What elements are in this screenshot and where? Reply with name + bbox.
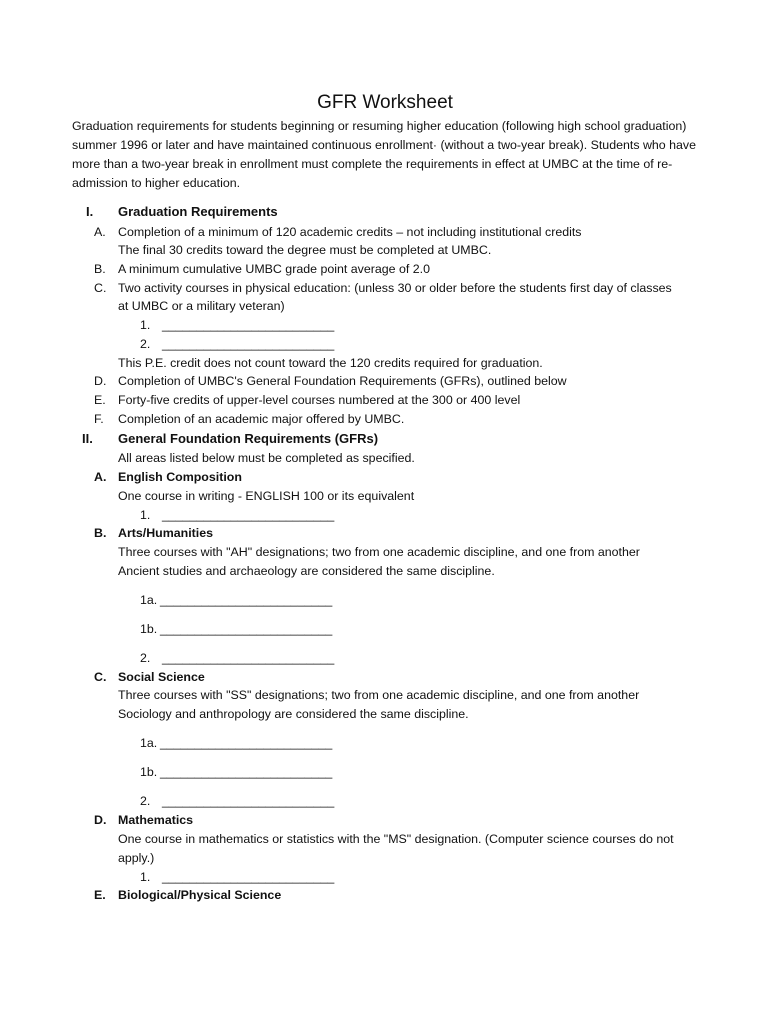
area-letter-d: D. [94,813,107,827]
social-number-1a: 1a. [140,736,158,750]
arts-number-2: 2. [140,651,151,665]
pe-number-2: 2. [140,337,151,351]
area-letter-a: A. [94,470,107,484]
area-text-math-1: One course in mathematics or statistics with the "MS" designation. (Computer science courses do not [118,832,674,846]
area-letter-e: E. [94,888,106,902]
area-letter-c: C. [94,670,107,684]
area-text-social-2: Sociology and anthropology are considered the same discipline. [118,707,469,721]
area-heading-science: Biological/Physical Science [118,888,282,902]
section-numeral-1: I. [86,204,94,219]
pe-number-1: 1. [140,318,151,332]
area-heading-social: Social Science [118,670,205,684]
social-course-2-blank[interactable]: _________________________ [162,794,335,808]
item-letter-b: B. [94,262,106,276]
pe-course-2-blank[interactable]: _________________________ [162,337,335,351]
item-text-c2: at UMBC or a military veteran) [118,299,285,313]
social-course-1a-blank[interactable]: _________________________ [160,736,333,750]
arts-number-1b: 1b. [140,622,158,636]
social-number-2: 2. [140,794,151,808]
item-text-b: A minimum cumulative UMBC grade point average of 2.0 [118,262,430,276]
item-text-e: Forty-five credits of upper-level courses numbered at the 300 or 400 level [118,393,521,407]
pe-note: This P.E. credit does not count toward the 120 credits required for graduation. [118,356,543,370]
item-text-a2: The final 30 credits toward the degree must be completed at UMBC. [118,243,492,257]
item-letter-f: F. [94,412,104,426]
area-letter-b: B. [94,526,107,540]
item-letter-d: D. [94,374,107,388]
section-subtitle-gfr: All areas listed below must be completed as specified. [118,451,415,465]
area-heading-arts: Arts/Humanities [118,526,214,540]
arts-course-1a-blank[interactable]: _________________________ [160,593,333,607]
area-heading-english: English Composition [118,470,242,484]
social-number-1b: 1b. [140,765,158,779]
area-text-social-1: Three courses with "SS" designations; two from one academic discipline, and one from another [118,688,640,702]
item-text-c1: Two activity courses in physical education: (unless 30 or older before the students first day of classes [118,281,672,295]
area-heading-math: Mathematics [118,813,194,827]
area-text-math-2: apply.) [118,851,155,865]
area-text-english: One course in writing - ENGLISH 100 or its equivalent [118,489,415,503]
social-course-1b-blank[interactable]: _________________________ [160,765,333,779]
intro-paragraph: Graduation requirements for students beginning or resuming higher education (following high school graduation) summer 1996 or later and have maintained continuous enrollment· (without a two-year break). Students who have more than a two-year break in enrollment must complete the requirements in effect at UMBC at the time of re-admission to higher education. [72,119,696,190]
item-letter-c: C. [94,281,107,295]
item-text-d: Completion of UMBC's General Foundation Requirements (GFRs), outlined below [118,374,567,388]
section-heading-graduation: Graduation Requirements [118,204,278,219]
item-text-a1: Completion of a minimum of 120 academic credits – not including institutional credits [118,225,582,239]
page-title: GFR Worksheet [317,92,453,113]
area-text-arts-1: Three courses with "AH" designations; two from one academic discipline, and one from another [118,545,640,559]
section-heading-gfr: General Foundation Requirements (GFRs) [118,431,379,446]
item-letter-a: A. [94,225,106,239]
arts-number-1a: 1a. [140,593,158,607]
arts-course-2-blank[interactable]: _________________________ [162,651,335,665]
math-number-1: 1. [140,870,151,884]
english-number-1: 1. [140,508,151,522]
arts-course-1b-blank[interactable]: _________________________ [160,622,333,636]
area-text-arts-2: Ancient studies and archaeology are considered the same discipline. [118,564,495,578]
item-text-f: Completion of an academic major offered by UMBC. [118,412,405,426]
english-course-blank[interactable]: _________________________ [162,508,335,522]
section-numeral-2: II. [82,431,93,446]
item-letter-e: E. [94,393,106,407]
pe-course-1-blank[interactable]: _________________________ [162,318,335,332]
math-course-blank[interactable]: _________________________ [162,870,335,884]
